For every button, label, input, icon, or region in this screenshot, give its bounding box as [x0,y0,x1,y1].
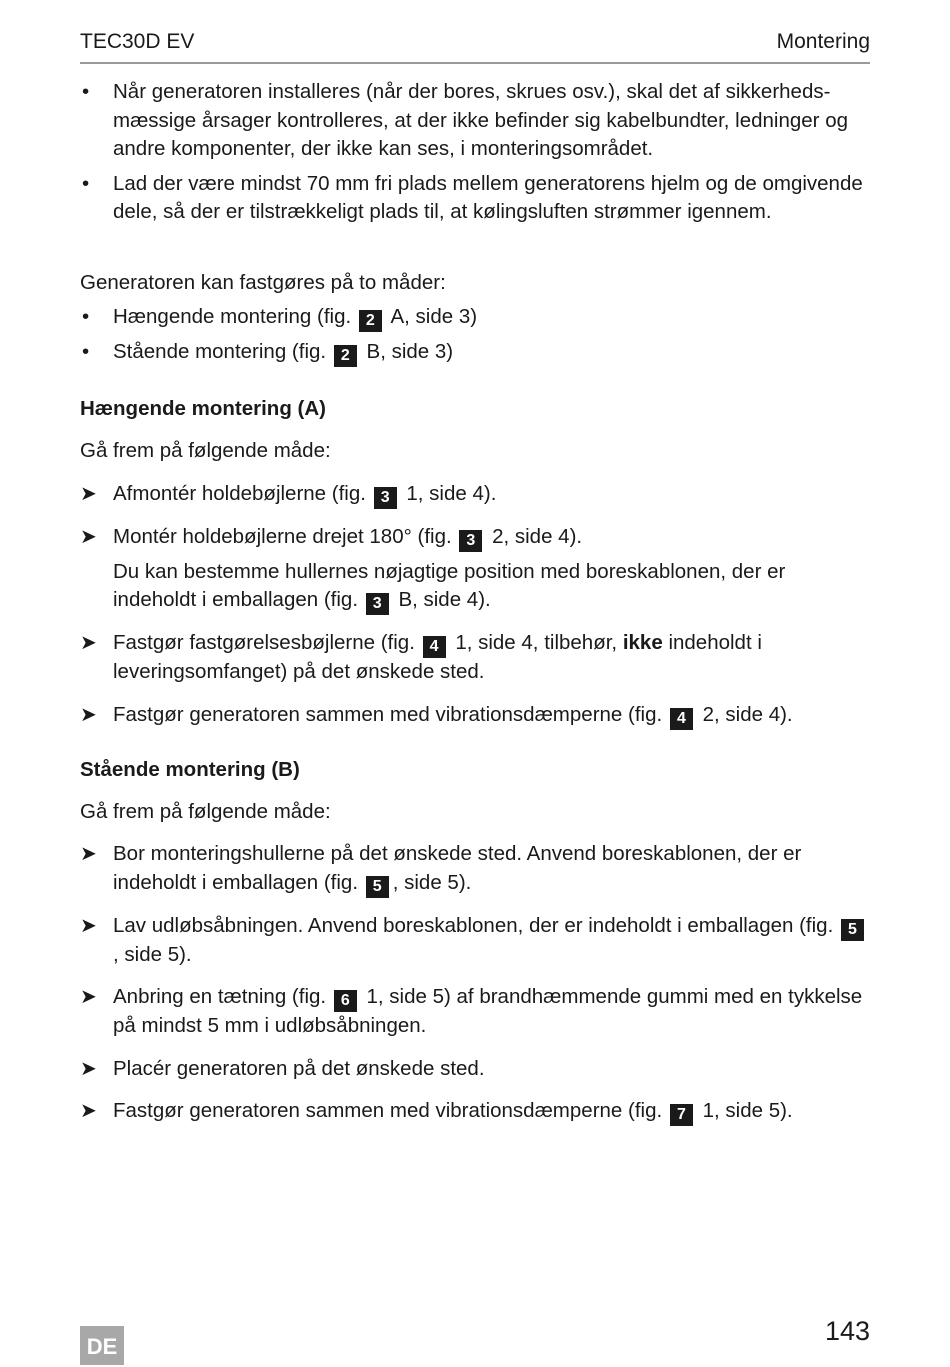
arrow-icon: ➤ [80,632,97,654]
step-item [80,629,870,687]
step-item [80,701,870,730]
bullet-text: Lad der være mindst 70 mm fri plads mellem generatorens hjelm og de omgivende dele, så der er tilstrækkeligt plads til, at kølingsluften strømmer igennem. [113,171,863,223]
figure-ref-badge: 5 [366,876,389,898]
arrow-icon: ➤ [80,986,97,1008]
step-text: Lav udløbsåbningen. Anvend boreskablonen, der er indeholdt i emballagen (fig. 5, side 5). [113,912,870,970]
figure-ref-badge: 3 [459,530,482,552]
step-text: Bor monteringshullerne på det ønskede sted. Anvend boreskablonen, der er indeholdt i emballagen (fig. 5 , side 5). [113,840,870,898]
step-item [80,1055,870,1084]
section-heading: Stående montering (B) [80,757,300,781]
figure-ref-badge: 5 [841,919,864,941]
bullet-text: Stående montering (fig. 2 B, side 3) [113,338,870,367]
bullet-item [80,338,870,367]
bullet-icon: • [82,80,90,103]
figure-ref-badge: 4 [670,708,693,730]
step-item [80,912,870,970]
figure-ref-badge: 3 [366,593,389,615]
emphasis-text: ikke [622,631,663,654]
step-text: Afmontér holdebøjlerne (fig. 3 1, side 4). [113,480,870,509]
bullet-text: Når generatoren installeres (når der bores, skrues osv.), skal det af sikkerhedsmæssige årsager kontrolleres, at der ikke befinder sig kabelbundter, ledninger og andre komponenter, der ikke kan ses, i monteringsområdet. [113,80,848,160]
step-item [80,840,870,898]
arrow-icon: ➤ [80,1100,97,1122]
figure-ref-badge: 7 [670,1104,693,1126]
lead-text: Gå frem på følgende måde: [80,799,331,823]
step-text: Montér holdebøjlerne drejet 180° (fig. 3 2, side 4). [113,523,870,552]
document-title: TEC30D EV [80,30,195,53]
figure-ref-badge: 2 [334,345,357,367]
bullet-text: Hængende montering (fig. 2 A, side 3) [113,303,870,332]
step-text: Fastgør generatoren sammen med vibrationsdæmperne (fig. 7 1, side 5). [113,1097,870,1126]
lead-text: Gå frem på følgende måde: [80,439,331,462]
step-text: Anbring en tætning (fig. 6 1, side 5) af brandhæmmende gummi med en tykkelse på mindst 5 mm i udløbsåbningen. [113,985,863,1037]
arrow-icon: ➤ [80,703,97,726]
step-note: Du kan bestemme hullernes nøjagtige position med boreskablonen, der er indeholdt i emballagen (fig. 3 B, side 4). [80,558,870,616]
arrow-icon: ➤ [80,482,97,505]
page-number: 143 [824,1316,870,1346]
figure-ref-badge: 3 [374,487,397,509]
bullet-item [80,303,870,332]
bullet-item [80,170,870,227]
arrow-icon: ➤ [80,525,97,548]
step-item [80,1097,870,1126]
figure-ref-badge: 4 [423,636,446,658]
figure-ref-badge: 2 [359,310,382,332]
bullet-icon: • [82,171,90,195]
arrow-icon: ➤ [80,843,97,865]
bullet-icon: • [82,340,90,363]
intro-text: Generatoren kan fastgøres på to måder: [80,270,446,294]
section-title: Montering [776,30,870,53]
page-content [80,78,870,1126]
section-heading: Hængende montering (A) [80,397,326,420]
step-item [80,983,870,1041]
step-text: Fastgør fastgørelsesbøjlerne (fig. 4 1, side 4, tilbehør, ikke indeholdt i leveringsomfanget) på det ønskede sted. [113,631,762,683]
step-text: Placér generatoren på det ønskede sted. [113,1056,485,1080]
figure-ref-badge: 6 [334,990,357,1012]
bullet-icon: • [82,305,90,328]
step-text: Fastgør generatoren sammen med vibrationsdæmperne (fig. 4 2, side 4). [113,701,870,730]
language-tab: DE [80,1326,124,1365]
arrow-icon: ➤ [80,1057,97,1080]
step-item [80,523,870,552]
arrow-icon: ➤ [80,914,97,937]
bullet-item [80,78,870,164]
page-header [80,30,870,64]
step-item [80,480,870,509]
